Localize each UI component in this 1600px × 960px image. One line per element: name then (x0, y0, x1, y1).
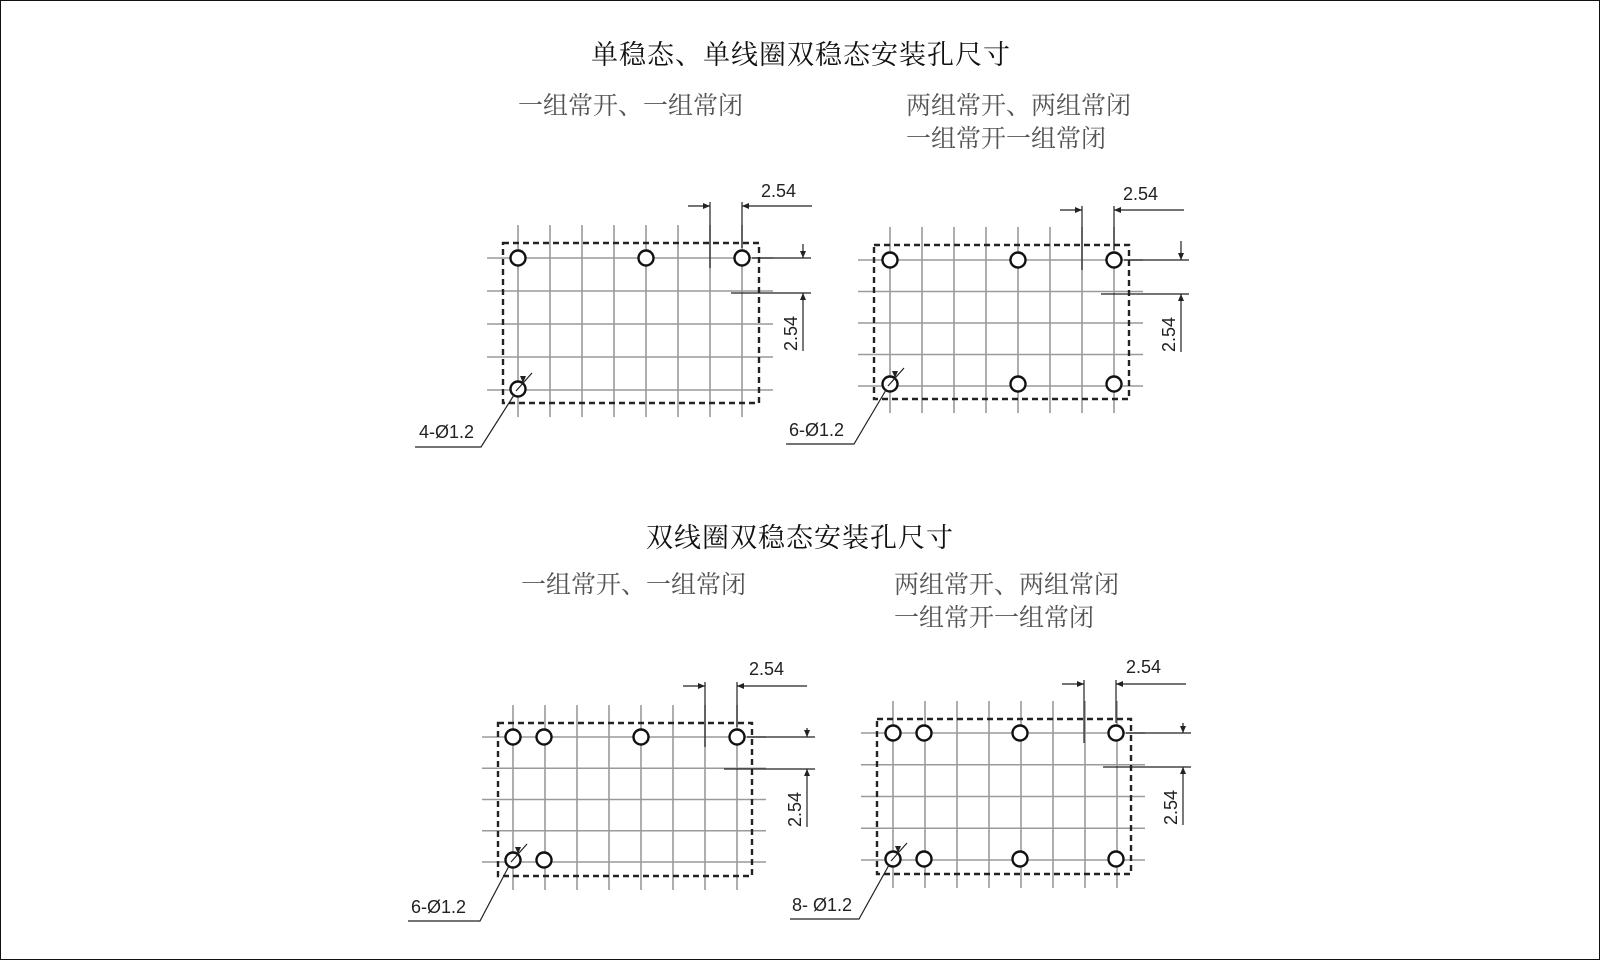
mounting-hole (1107, 253, 1122, 268)
caption-line: 一组常开一组常闭 (906, 124, 1107, 153)
pitch-dimension-label: 2.54 (1123, 184, 1159, 204)
dimension-arrowhead (1114, 207, 1121, 213)
mounting-hole (537, 730, 552, 745)
dimension-arrowhead (1077, 681, 1084, 687)
mounting-hole (1011, 377, 1026, 392)
caption-line: 一组常开、一组常闭 (518, 91, 744, 120)
mounting-hole-drawings (1, 1, 1599, 959)
dimension-arrowhead (1180, 726, 1186, 733)
mounting-hole (1109, 726, 1124, 741)
dimension-arrowhead (742, 203, 749, 209)
mounting-hole (511, 251, 526, 266)
mounting-hole (506, 730, 521, 745)
hole-diameter-label: 4-Ø1.2 (419, 422, 475, 442)
dimension-arrowhead (1178, 253, 1184, 260)
caption-line: 两组常开、两组常闭 (906, 91, 1132, 120)
mounting-hole (634, 730, 649, 745)
pitch-dimension-label: 2.54 (1126, 657, 1162, 677)
dimension-arrowhead (737, 683, 744, 689)
section-1-title: 单稳态、单线圈双稳态安装孔尺寸 (591, 40, 1011, 71)
caption-line: 一组常开、一组常闭 (521, 570, 747, 599)
vertical-dimension-label: 2.54 (1159, 316, 1179, 352)
dimension-arrowhead (800, 293, 806, 300)
mounting-hole (1013, 726, 1028, 741)
vertical-dimension-label: 2.54 (781, 315, 801, 351)
dimension-arrowhead (804, 769, 810, 776)
relay-outline (874, 245, 1129, 399)
mounting-hole (1013, 852, 1028, 867)
vertical-dimension-label: 2.54 (1161, 789, 1181, 825)
caption-line: 一组常开一组常闭 (894, 603, 1095, 632)
hole-diameter-label: 8- Ø1.2 (792, 895, 853, 915)
mounting-hole (886, 726, 901, 741)
mounting-hole (1011, 253, 1026, 268)
dimension-arrowhead (1180, 767, 1186, 774)
mounting-diagram-3 (408, 659, 815, 921)
mounting-hole (917, 852, 932, 867)
mounting-hole (537, 853, 552, 868)
mounting-diagram-4 (790, 657, 1191, 919)
dimension-arrowhead (698, 683, 705, 689)
mounting-hole (883, 253, 898, 268)
caption-line: 两组常开、两组常闭 (894, 570, 1120, 599)
hole-diameter-label: 6-Ø1.2 (411, 897, 467, 917)
dimension-arrowhead (1116, 681, 1123, 687)
mounting-diagram-2 (786, 184, 1189, 444)
pitch-dimension-label: 2.54 (761, 181, 797, 201)
dimension-arrowhead (703, 203, 710, 209)
dimension-arrowhead (1075, 207, 1082, 213)
mounting-hole (1109, 852, 1124, 867)
mounting-hole (917, 726, 932, 741)
pitch-dimension-label: 2.54 (749, 659, 785, 679)
dimension-arrowhead (800, 251, 806, 258)
vertical-dimension-label: 2.54 (785, 791, 805, 827)
dimension-arrowhead (1178, 294, 1184, 301)
hole-diameter-label: 6-Ø1.2 (789, 420, 845, 440)
relay-outline (503, 243, 759, 403)
mounting-hole (735, 251, 750, 266)
dimension-arrowhead (804, 730, 810, 737)
section-2-title: 双线圈双稳态安装孔尺寸 (646, 523, 954, 554)
mounting-hole (1107, 377, 1122, 392)
mounting-hole (639, 251, 654, 266)
mounting-diagram-1 (415, 181, 812, 447)
mounting-hole (730, 730, 745, 745)
